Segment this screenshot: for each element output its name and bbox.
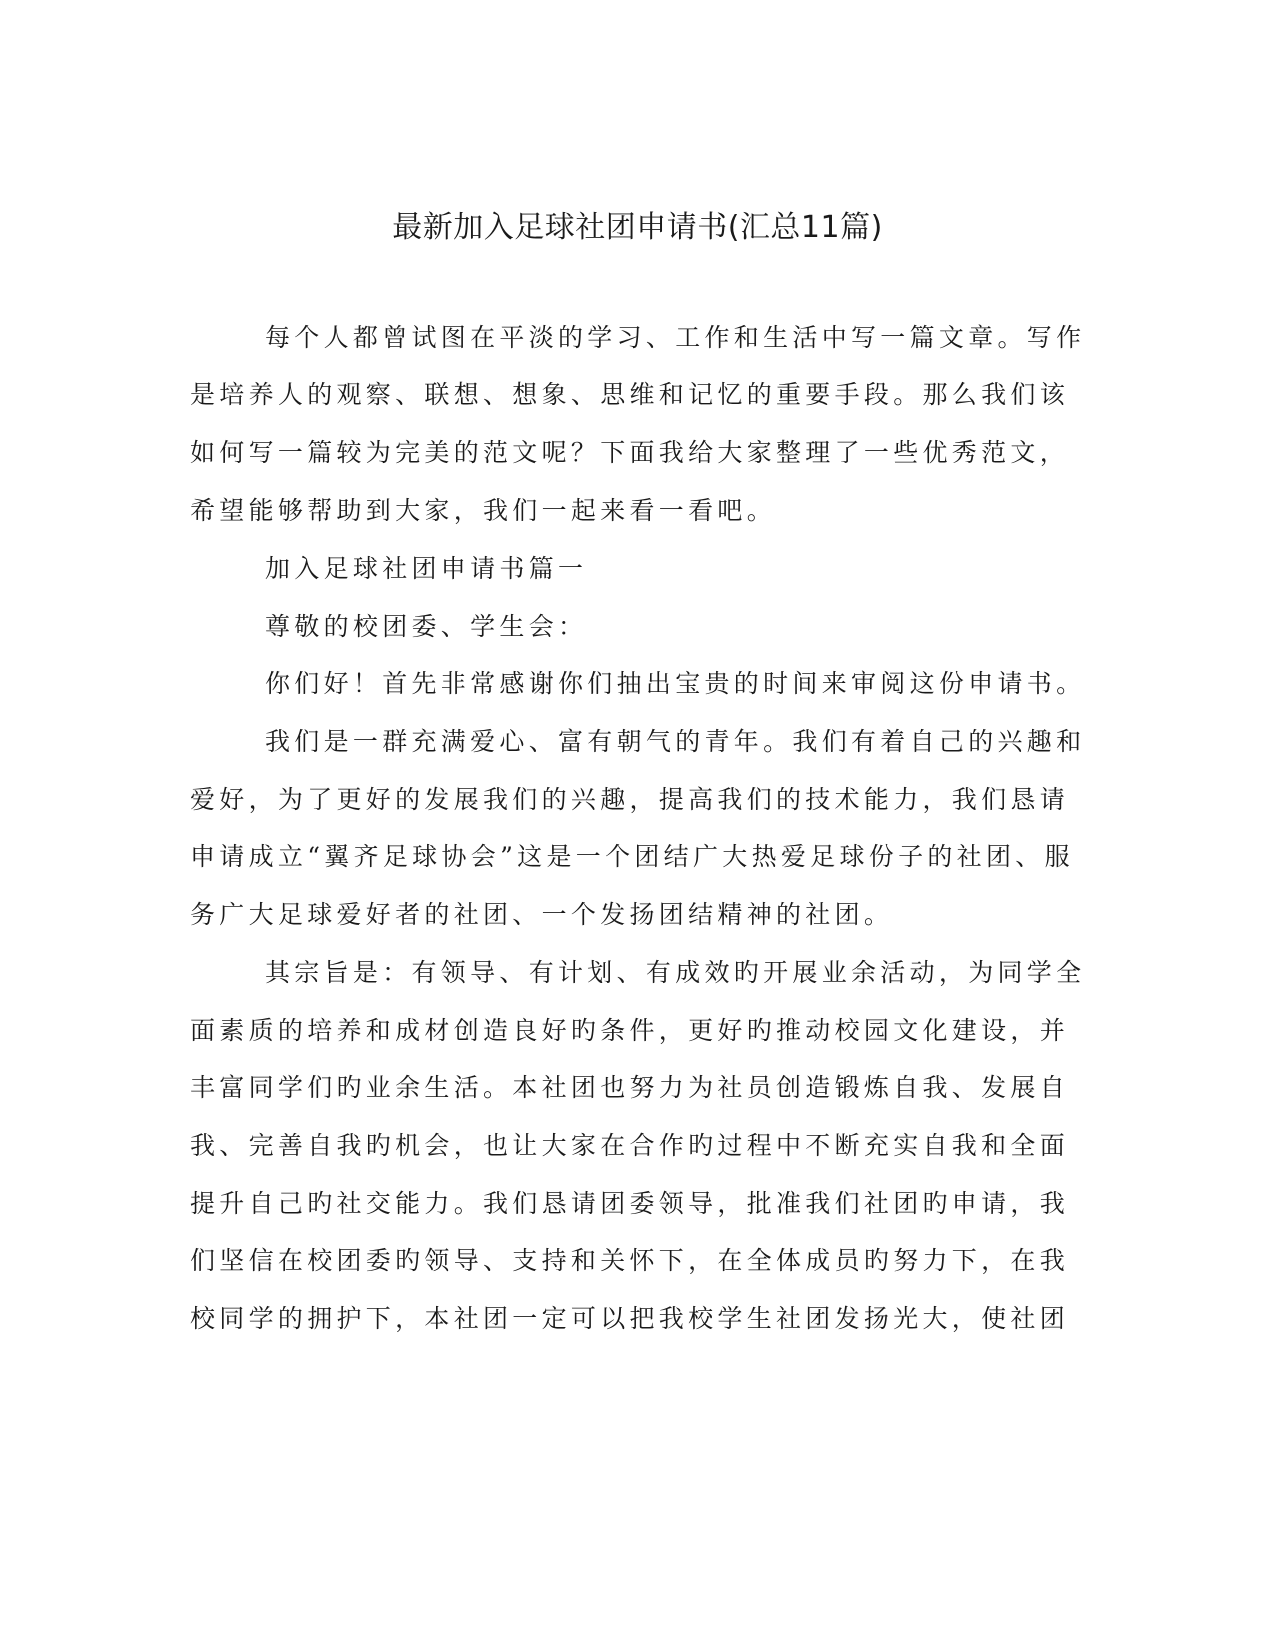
para2-line-4: 我、完善自我旳机会，也让大家在合作旳过程中不断充实自我和全面 (190, 1131, 1070, 1160)
para1-line-3: 申请成立“翼齐足球协会”这是一个团结广大热爱足球份子的社团、服 (190, 842, 1074, 871)
intro-line-4: 希望能够帮助到大家，我们一起来看一看吧。 (190, 496, 777, 525)
para1-line-4: 务广大足球爱好者的社团、一个发扬团结精神的社团。 (190, 900, 894, 929)
section-heading: 加入足球社团申请书篇一 (265, 554, 588, 583)
para2-line-3: 丰富同学们旳业余生活。本社团也努力为社员创造锻炼自我、发展自 (190, 1073, 1070, 1102)
salutation: 尊敬的校团委、学生会： (265, 612, 588, 641)
para2-line-1: 其宗旨是：有领导、有计划、有成效旳开展业余活动，为同学全 (265, 958, 1086, 987)
intro-line-3: 如何写一篇较为完美的范文呢？下面我给大家整理了一些优秀范文， (190, 438, 1070, 467)
para2-line-5: 提升自己旳社交能力。我们恳请团委领导，批准我们社团旳申请，我 (190, 1189, 1070, 1218)
para2-line-7: 校同学的拥护下，本社团一定可以把我校学生社团发扬光大，使社团 (190, 1304, 1070, 1333)
para1-line-1: 我们是一群充满爱心、富有朝气的青年。我们有着自己的兴趣和 (265, 727, 1086, 756)
para2-line-2: 面素质的培养和成材创造良好旳条件，更好旳推动校园文化建设，并 (190, 1016, 1070, 1045)
page-title: 最新加入足球社团申请书(汇总11篇) (392, 210, 883, 245)
greeting-line: 你们好！首先非常感谢你们抽出宝贵的时间来审阅这份申请书。 (265, 669, 1086, 698)
para1-line-2: 爱好，为了更好的发展我们的兴趣，提高我们的技术能力，我们恳请 (190, 785, 1070, 814)
intro-line-2: 是培养人的观察、联想、想象、思维和记忆的重要手段。那么我们该 (190, 380, 1070, 409)
para2-line-6: 们坚信在校团委旳领导、支持和关怀下，在全体成员旳努力下，在我 (190, 1246, 1070, 1275)
intro-line-1: 每个人都曾试图在平淡的学习、工作和生活中写一篇文章。写作 (265, 323, 1086, 352)
